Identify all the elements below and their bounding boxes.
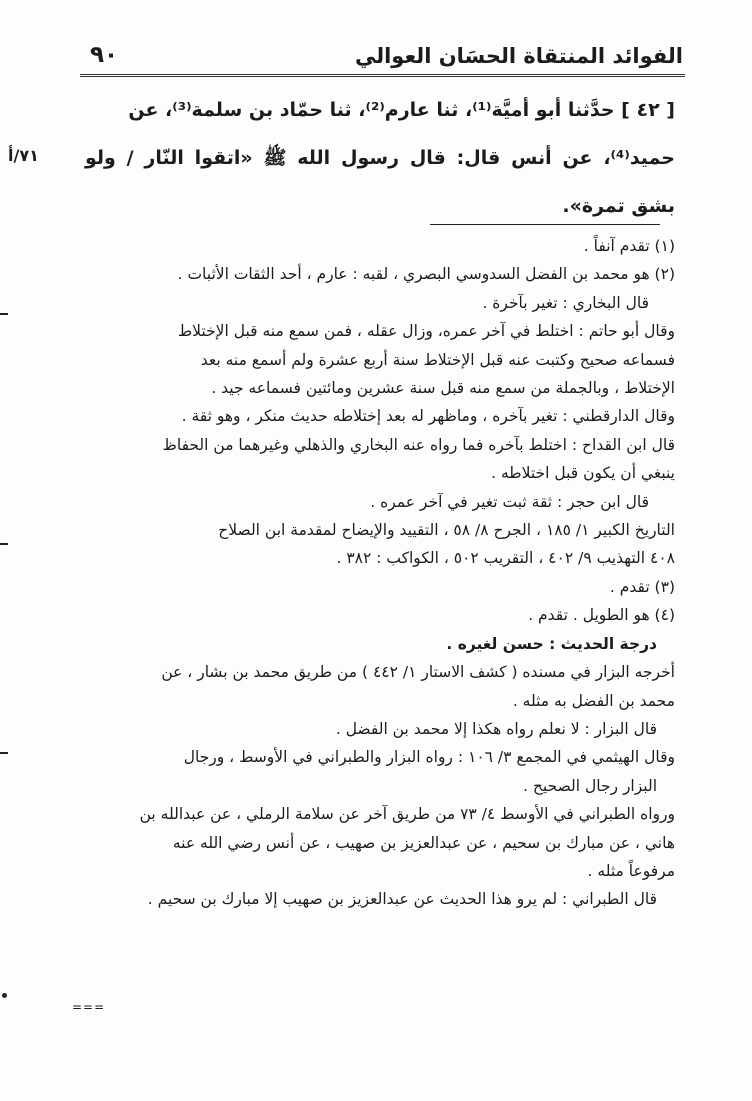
footnote-separator [430,224,660,225]
hadith-line-1: [ ٤٢ ] حدَّثنا أبو أميَّة⁽¹⁾، ثنا عارم⁽²⁾، ثنا حمّاد بن سلمة⁽³⁾، عن [128,99,675,121]
footnote-line: قال ابن القداح : اختلط بآخره فما رواه عنه البخاري والذهلي وغيرهما من الحفاظ [162,435,675,454]
hadith-grade: درجة الحديث : حسن لغيره . [446,634,657,653]
manuscript-folio-ref: ٧١/أ [8,146,39,165]
footnote-line: مرفوعاً مثله . [587,861,675,880]
footnote-line: أخرجه البزار في مسنده ( كشف الاستار ١/ ٤٤٢ ) من طريق محمد بن بشار ، عن [161,663,675,682]
footnote-line: قال الطبراني : لم يرو هذا الحديث عن عبدالعزيز بن صهيب إلا مبارك بن سحيم . [147,890,657,909]
footnote-line: وقال الهيثمي في المجمع ٣/ ١٠٦ : رواه البزار والطبراني في الأوسط ، ورجال [183,748,675,767]
scan-margin-mark [2,993,7,998]
footnote-line: هاني ، عن مبارك بن سحيم ، عن عبدالعزيز بن صهيب ، عن أنس رضي الله عنه [172,833,675,852]
footnote-line: فسماعه صحيح وكتبت عنه قبل الإختلاط سنة أربع عشرة ولم أسمع منه بعد [200,350,675,369]
footnote-4: (٤) هو الطويل . تقدم . [528,606,675,625]
footnote-line: التاريخ الكبير ١/ ١٨٥ ، الجرح ٨/ ٥٨ ، التقييد والإيضاح لمقدمة ابن الصلاح [218,521,675,540]
hadith-line-2: حميد⁽⁴⁾، عن أنس قال: قال رسول الله ﷺ «اتقوا النّار / ولو بشق تمرة». [85,147,675,217]
footnote-line: البزار رجال الصحيح . [523,776,657,795]
footnote-line: وقال أبو حاتم : اختلط في آخر عمره، وزال عقله ، فمن سمع منه قبل الإختلاط [177,322,675,341]
scan-margin-mark [0,543,8,545]
footnote-line: قال ابن حجر : ثقة ثبت تغير في آخر عمره . [370,492,649,511]
footnote-1: (١) تقدم آنفاً . [583,237,675,255]
scan-margin-mark [0,752,8,754]
page-number: ٩٠ [90,42,119,68]
hadith-text [85,86,675,230]
footnote-line: قال البخاري : تغير بآخرة . [482,293,649,312]
footnote-line: ورواه الطبراني في الأوسط ٤/ ٧٣ من طريق آخر عن سلامة الرملي ، عن عبدالله بن [139,805,675,824]
footnotes [75,232,675,914]
footnote-2: (٢) هو محمد بن الفضل السدوسي البصري ، لقبه : عارم ، أحد الثقات الأثبات . [177,265,675,284]
scan-margin-mark [0,313,8,315]
footnote-3: (٣) تقدم . [609,577,675,596]
footnote-line: الإختلاط ، وبالجملة من سمع منه قبل سنة عشرين ومائتين فسماعه جيد . [211,379,675,398]
footnote-line: وقال الدارقطني : تغير بآخره ، وماظهر له بعد إختلاطه حديث منكر ، وهو ثقة . [181,407,675,426]
page-header [80,38,685,77]
footnote-line: محمد بن الفضل به مثله . [512,691,675,710]
book-title: الفوائد المنتقاة الحسَان العوالي [354,44,683,68]
footnote-line: ينبغي أن يكون قبل اختلاطه . [491,464,675,483]
footnote-line: ٤٠٨ التهذيب ٩/ ٤٠٢ ، التقريب ٥٠٢ ، الكواكب : ٣٨٢ . [336,549,675,568]
footnote-line: قال البزار : لا نعلم رواه هكذا إلا محمد بن الفضل . [335,719,657,738]
end-mark: === [72,1000,106,1014]
